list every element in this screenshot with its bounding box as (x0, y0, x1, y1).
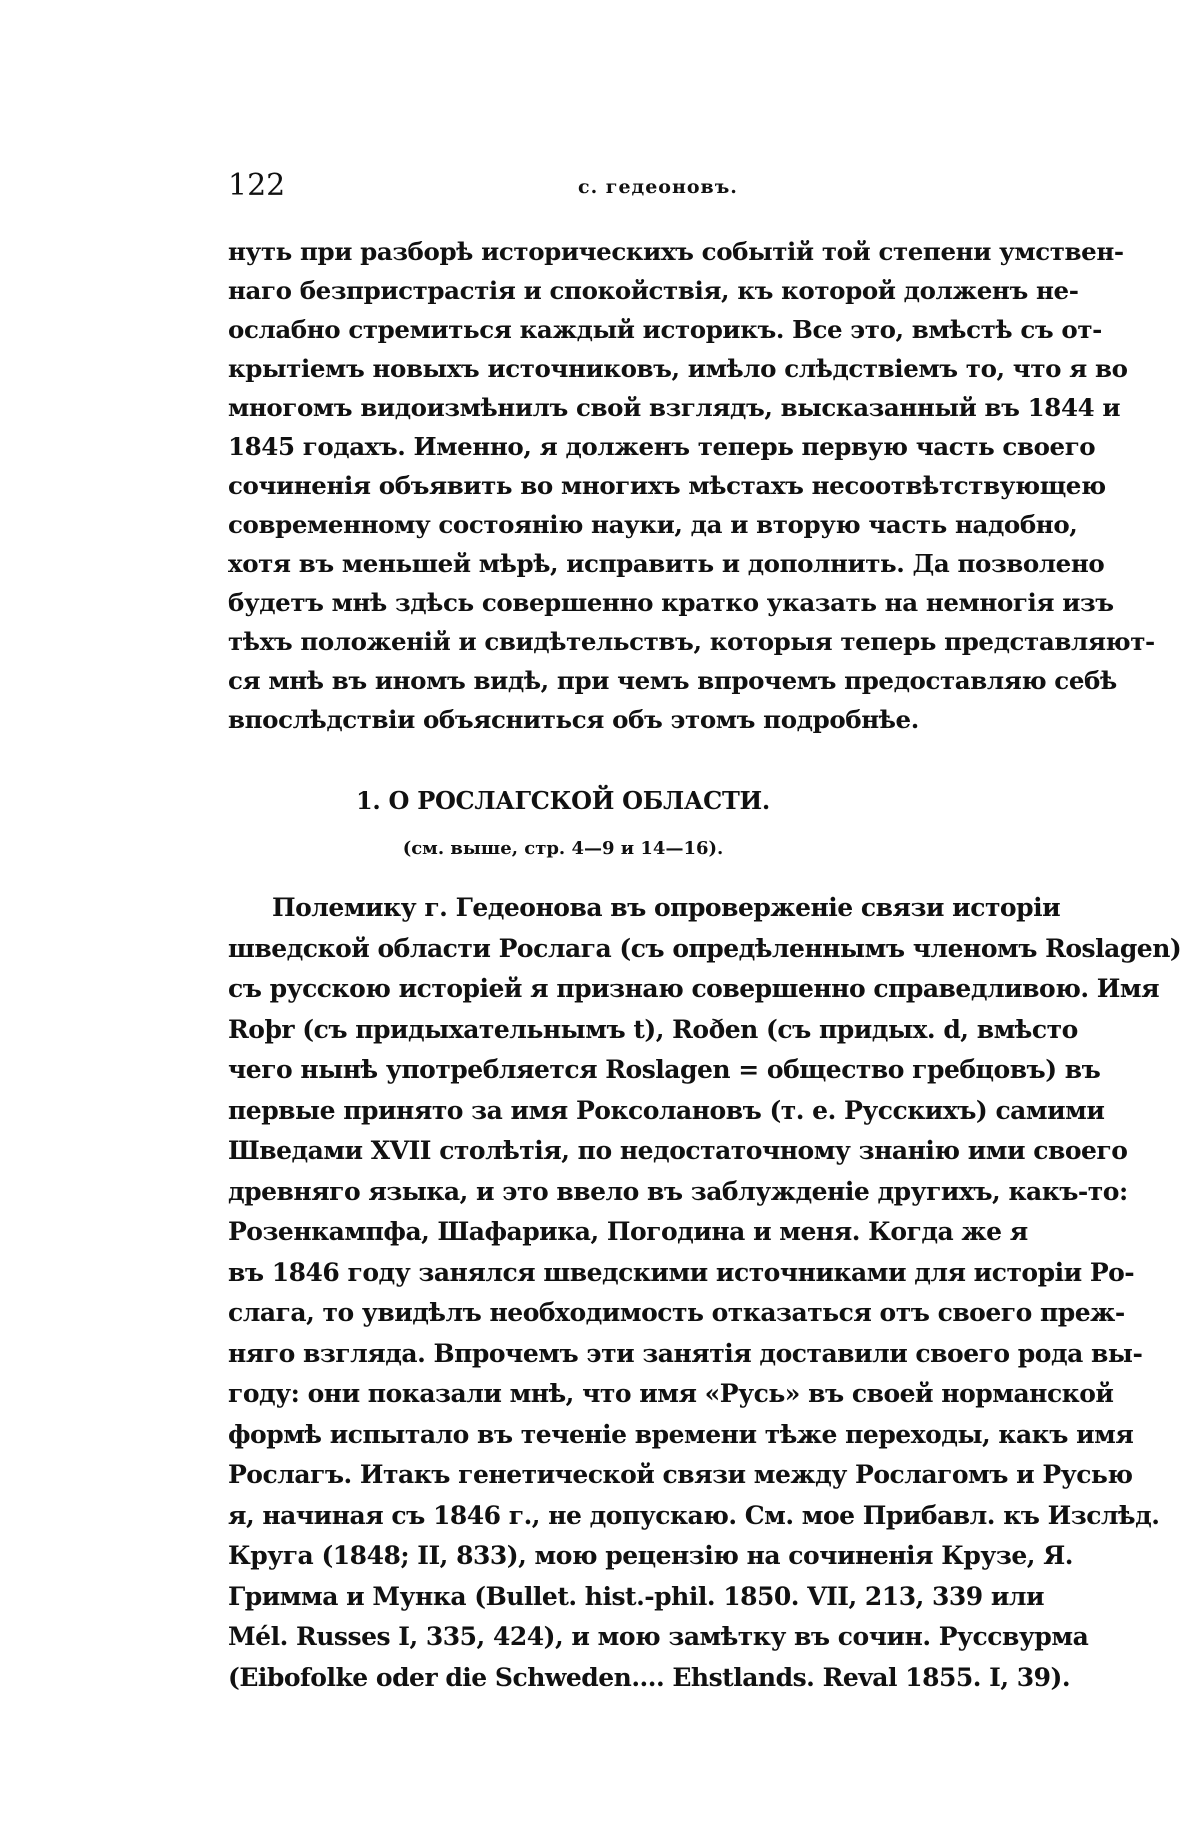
intro-paragraph (228, 232, 1155, 739)
text-line: (Eibofolke oder die Schweden.... Ehstlands. Reval 1855. I, 39). (228, 1662, 1071, 1692)
text-line: Круга (1848; II, 833), мою рецензію на сочиненія Крузе, Я. (228, 1541, 1073, 1570)
text-line: ся мнѣ въ иномъ видѣ, при чемъ впрочемъ предоставляю себѣ (228, 666, 1117, 695)
text-line: съ русскою исторіей я признаю совершенно справедливою. Имя (228, 974, 1160, 1003)
text-line: слага, то увидѣлъ необходимость отказаться отъ своего преж- (228, 1298, 1125, 1327)
text-line: Roþr (съ придыхательнымъ t), Roðen (съ придых. d, вмѣсто (228, 1014, 1078, 1044)
text-line: хотя въ меньшей мѣрѣ, исправить и дополнить. Да позволено (228, 549, 1105, 578)
text-line: шведской области Рослага (съ опредѣленнымъ членомъ Roslagen) (228, 933, 1181, 963)
text-line: нуть при разборѣ историческихъ событій той степени умствен- (228, 237, 1124, 266)
text-line: древняго языка, и это ввело въ заблужденіе другихъ, какъ-то: (228, 1176, 1128, 1206)
text-line: Розенкампфа, Шафарика, Погодина и меня. Когда же я (228, 1217, 1028, 1246)
text-line: тѣхъ положеній и свидѣтельствъ, которыя теперь представляют- (228, 627, 1155, 656)
text-line: году: они показали мнѣ, что имя «Русь» въ своей норманской (228, 1379, 1114, 1408)
text-line: крытіемъ новыхъ источниковъ, имѣло слѣдствіемъ то, что я во (228, 354, 1128, 383)
page-header (228, 168, 898, 208)
page-number: 122 (228, 168, 286, 203)
text-line: Гримма и Мунка (Bullet. hist.-phil. 1850. VII, 213, 339 или (228, 1581, 1045, 1611)
text-line: будетъ мнѣ здѣсь совершенно кратко указать на немногія изъ (228, 588, 1114, 617)
running-head: с. гедеоновъ. (578, 176, 738, 198)
text-line: наго безпристрастія и спокойствія, къ которой долженъ не- (228, 276, 1079, 305)
text-line: первые принято за имя Роксолановъ (т. е. Русскихъ) самими (228, 1095, 1105, 1125)
section-paragraph (228, 888, 1181, 1698)
text-line: ослабно стремиться каждый историкъ. Все это, вмѣстѣ съ от- (228, 315, 1102, 344)
text-line: Mél. Russes I, 335, 424), и мою замѣтку въ сочин. Руссвурма (228, 1622, 1089, 1651)
text-line: многомъ видоизмѣнилъ свой взглядъ, высказанный въ 1844 и (228, 393, 1121, 422)
text-line: 1845 годахъ. Именно, я долженъ теперь первую часть своего (228, 432, 1096, 461)
text-line: Рослагъ. Итакъ генетической связи между Рослагомъ и Русью (228, 1460, 1133, 1489)
section-subtitle: (см. выше, стр. 4—9 и 14—16). (402, 838, 724, 859)
text-line: Шведами XVII столѣтія, по недостаточному знанію ими своего (228, 1136, 1128, 1165)
text-line: Полемику г. Гедеонова въ опроверженіе связи исторіи (272, 893, 1061, 922)
text-line: формѣ испытало въ теченіе времени тѣже переходы, какъ имя (228, 1419, 1134, 1449)
text-line: сочиненія объявить во многихъ мѣстахъ несоотвѣтствующею (228, 471, 1106, 500)
text-line: въ 1846 году занялся шведскими источниками для исторіи Ро- (228, 1257, 1135, 1287)
text-line: современному состоянію науки, да и вторую часть надобно, (228, 510, 1078, 539)
text-line: я, начиная съ 1846 г., не допускаю. См. мое Прибавл. къ Изслѣд. (228, 1500, 1160, 1530)
section-title: 1. О РОСЛАГСКОЙ ОБЛАСТИ. (356, 786, 770, 815)
text-line: чего нынѣ употребляется Roslagen = общество гребцовъ) въ (228, 1055, 1101, 1084)
text-line: впослѣдствіи объясниться объ этомъ подробнѣе. (228, 705, 919, 734)
text-line: няго взгляда. Впрочемъ эти занятія доставили своего рода вы- (228, 1338, 1143, 1368)
